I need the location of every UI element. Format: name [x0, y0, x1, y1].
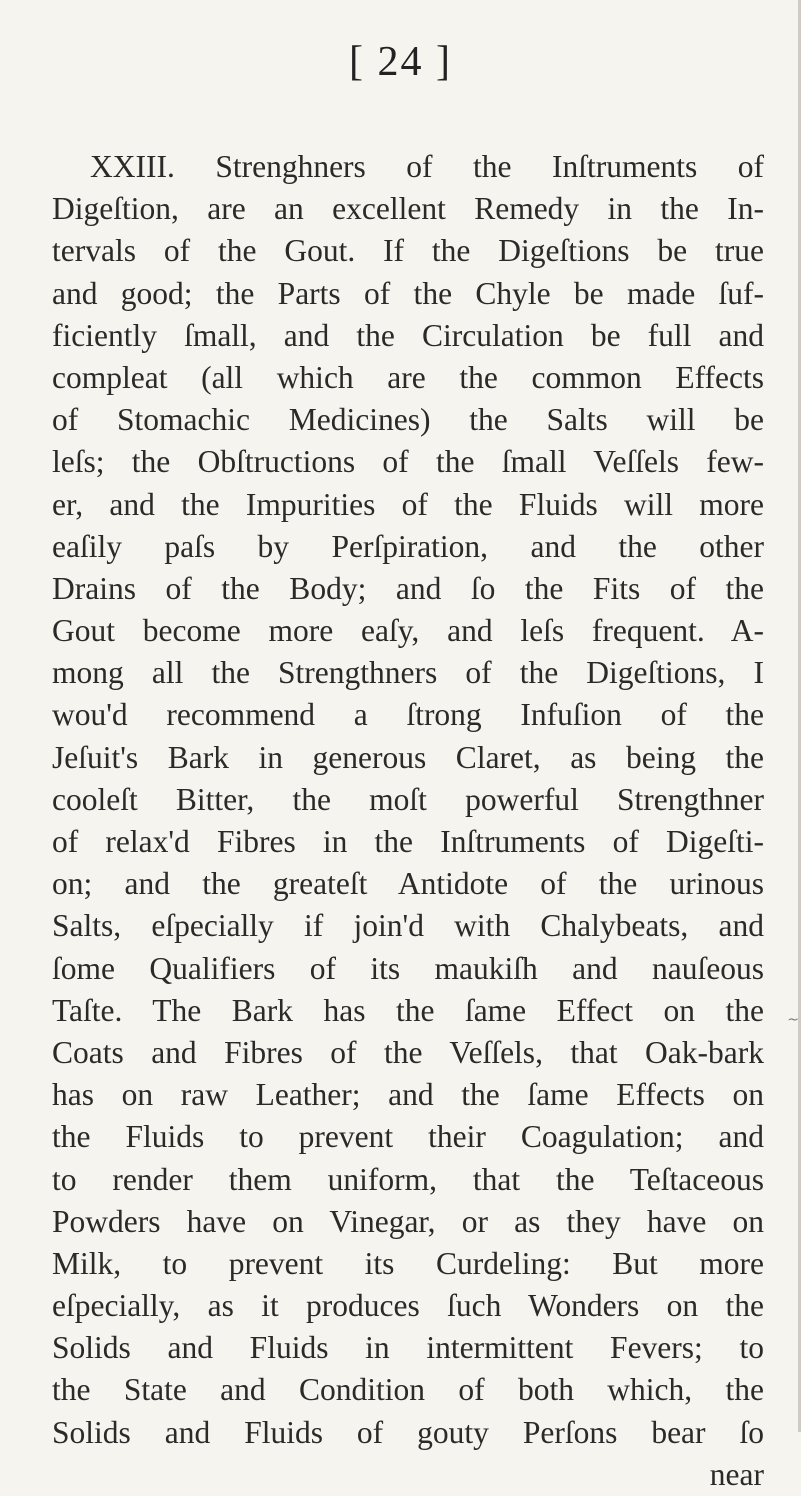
text-line: Coats and Fibres of the Veſſels, that Oak-bark [52, 1034, 764, 1070]
text-line: to render them uniform, that the Teſtaceous [52, 1161, 764, 1197]
text-line: Taſte. The Bark has the ſame Effect on the [52, 992, 764, 1028]
text-line: eſpecially, as it produces ſuch Wonders on the [52, 1288, 764, 1324]
text-line: tervals of the Gout. If the Digeſtions be true [52, 233, 764, 269]
text-line: cooleſt Bitter, the moſt powerful Strengthner [52, 781, 764, 817]
text-line: ficiently ſmall, and the Circulation be full and [52, 317, 764, 353]
text-line: ſome Qualifiers of its maukiſh and nauſeous [52, 950, 764, 986]
text-line: of relax'd Fibres in the Inſtruments of Digeſti- [52, 824, 764, 859]
text-line: Solids and Fluids in intermittent Fevers; to [52, 1330, 764, 1366]
page-number: [ 24 ] [349, 39, 452, 85]
text-line: mong all the Strengthners of the Digeſtions, I [52, 655, 764, 691]
text-line: the Fluids to prevent their Coagulation; and [52, 1119, 764, 1155]
text-line: er, and the Impurities of the Fluids will more [52, 486, 764, 522]
text-line: wou'd recommend a ſtrong Infuſion of the [52, 697, 764, 733]
text-line: Digeſtion, are an excellent Remedy in the In- [52, 191, 764, 227]
paragraph [52, 146, 764, 1496]
text-line: leſs; the Obſtructions of the ſmall Veſſels few- [52, 444, 764, 480]
text-line: and good; the Parts of the Chyle be made ſuf- [52, 275, 764, 311]
text-line: of Stomachic Medicines) the Salts will be [52, 402, 764, 438]
text-line: Jeſuit's Bark in generous Claret, as being the [52, 739, 764, 775]
catchword: near [709, 1456, 764, 1492]
text-line: Salts, eſpecially if join'd with Chalybeats, and [52, 908, 764, 944]
text-line: Milk, to prevent its Curdeling: But more [52, 1245, 764, 1281]
text-line: Gout become more eaſy, and leſs frequent. A- [52, 613, 764, 649]
margin-mark: ~ [787, 1012, 799, 1028]
text-line: compleat (all which are the common Effects [52, 359, 764, 395]
text-line: Powders have on Vinegar, or as they have on [52, 1203, 764, 1239]
text-line: Solids and Fluids of gouty Perſons bear ſo [52, 1414, 764, 1450]
text-line: XXIII. Strenghners of the Inſtruments of [90, 149, 764, 184]
text-line: eaſily paſs by Perſpiration, and the other [52, 528, 764, 564]
text-line: Drains of the Body; and ſo the Fits of the [52, 570, 764, 606]
text-line: the State and Condition of both which, the [52, 1372, 764, 1408]
text-line: on; and the greateſt Antidote of the urinous [52, 866, 764, 902]
text-line: has on raw Leather; and the ſame Effects on [52, 1077, 764, 1113]
